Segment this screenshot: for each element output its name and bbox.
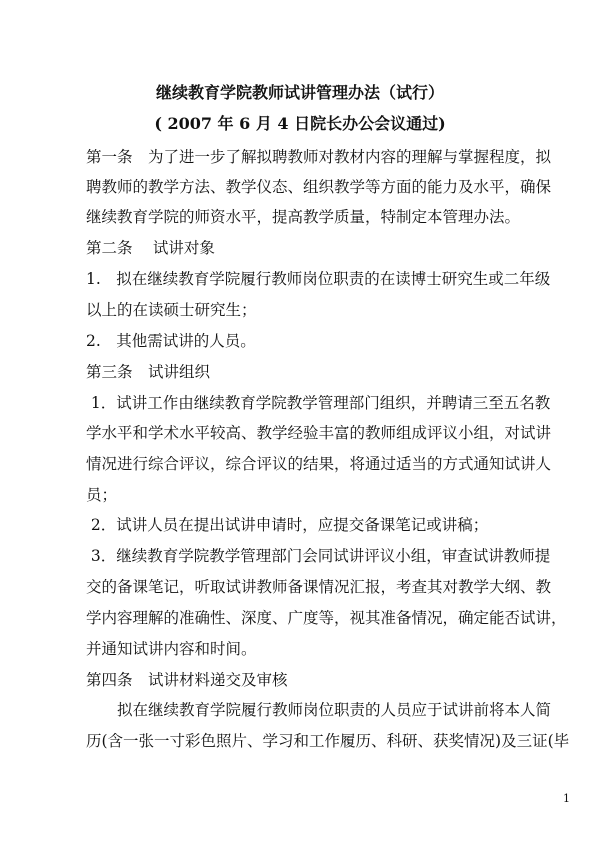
paragraph-line: 2．试讲人员在提出试讲申请时，应提交备课笔记或讲稿； xyxy=(86,516,489,534)
section-heading: 第三条 试讲组织 xyxy=(86,363,211,381)
paragraph-line: 3．继续教育学院教学管理部门会同试讲评议小组，审查试讲教师提 xyxy=(86,547,551,565)
paragraph-line: 拟在继续教育学院履行教师岗位职责的人员应于试讲前将本人简 xyxy=(86,701,552,719)
paragraph-line: 继续教育学院的师资水平，提高教学质量，特制定本管理办法。 xyxy=(86,208,521,226)
paragraph-line: 情况进行综合评议，综合评议的结果，将通过适当的方式通知试讲人 xyxy=(86,455,552,473)
paragraph-line: 第一条 为了进一步了解拟聘教师对教材内容的理解与掌握程度，拟 xyxy=(86,148,552,166)
paragraph-line: 并通知试讲内容和时间。 xyxy=(86,640,257,658)
document-subtitle: ( 2007 年 6 月 4 日院长办公会议通过) xyxy=(154,114,446,133)
paragraph-line: 2. 其他需试讲的人员。 xyxy=(86,332,256,350)
paragraph-line: 1. 拟在继续教育学院履行教师岗位职责的在读博士研究生或二年级 xyxy=(86,270,551,288)
paragraph-line: 学内容理解的准确性、深度、广度等，视其准备情况，确定能否试讲， xyxy=(86,609,567,627)
document-title: 继续教育学院教师试讲管理办法（试行） xyxy=(155,83,444,102)
paragraph-line: 学水平和学术水平较高、教学经验丰富的教师组成评议小组，对试讲 xyxy=(86,424,552,442)
section-heading: 第四条 试讲材料递交及审核 xyxy=(86,671,288,689)
section-heading: 第二条 试讲对象 xyxy=(86,239,215,257)
paragraph-line: 交的备课笔记，听取试讲教师备课情况汇报，考查其对教学大纲、教 xyxy=(86,578,552,596)
page-number: 1 xyxy=(563,792,570,805)
paragraph-line: 员； xyxy=(86,486,118,504)
paragraph-line: 聘教师的教学方法、教学仪态、组织教学等方面的能力及水平，确保 xyxy=(86,178,552,196)
paragraph-line: 1．试讲工作由继续教育学院教学管理部门组织，并聘请三至五名教 xyxy=(86,394,551,412)
paragraph-line: 历(含一张一寸彩色照片、学习和工作履历、科研、获奖情况)及三证(毕 xyxy=(86,732,570,750)
paragraph-line: 以上的在读硕士研究生； xyxy=(86,301,257,319)
